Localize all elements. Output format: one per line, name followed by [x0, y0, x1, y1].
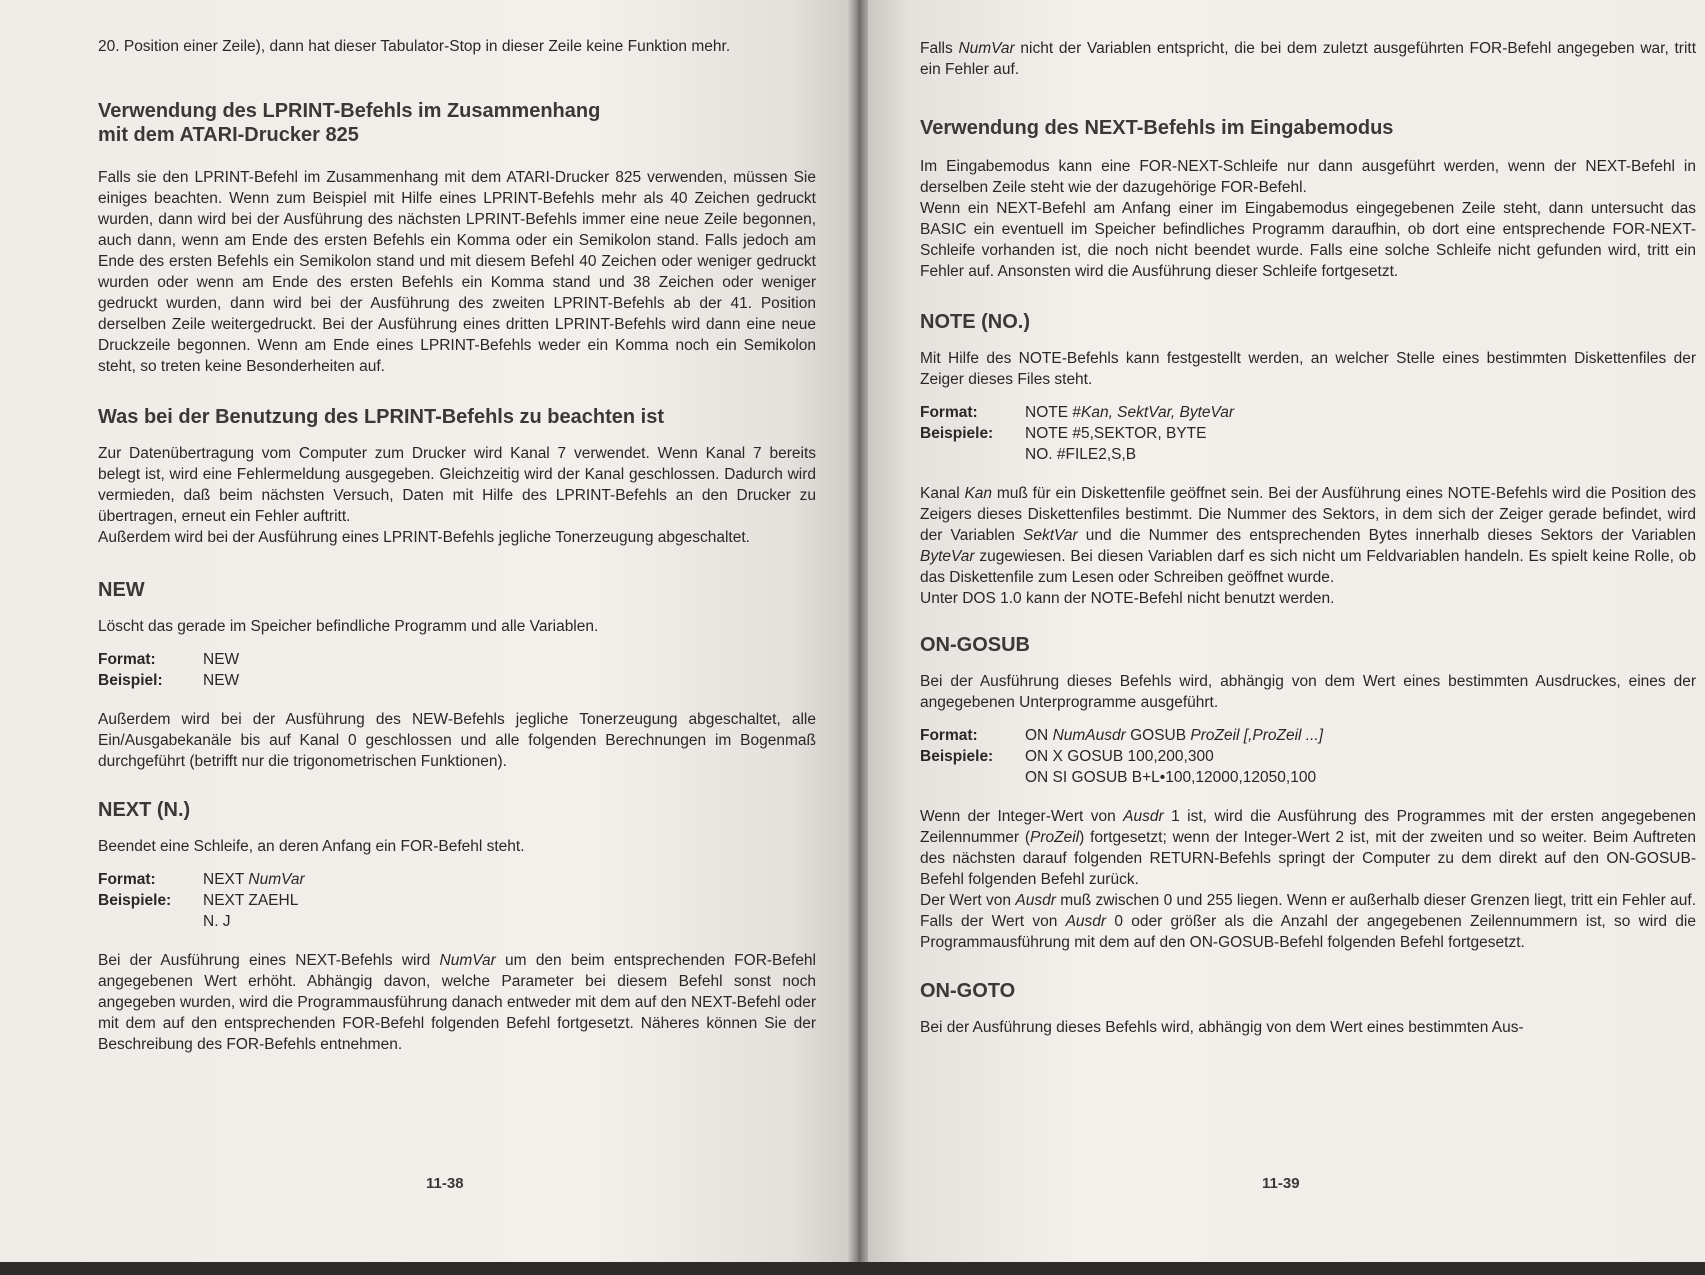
- section-title-next-input-mode: Verwendung des NEXT-Befehls im Eingabemodus: [920, 117, 1394, 139]
- next-format-cmd: NEXT: [203, 871, 249, 888]
- note-example-1: NOTE #5,SEKTOR, BYTE: [1025, 425, 1207, 442]
- section-title-lprint-notes: Was bei der Benutzung des LPRINT-Befehls zu beachten ist: [98, 406, 665, 428]
- new-description: Löscht das gerade im Speicher befindliche Programm und alle Variablen.: [98, 618, 599, 635]
- note-body-kan: Kan: [964, 485, 993, 502]
- section-title-new: NEW: [98, 579, 145, 601]
- next-example-2: N. J: [203, 913, 231, 930]
- section-body-lprint-825: Falls sie den LPRINT-Befehl im Zusammenhang mit dem ATARI-Drucker 825 verwenden, müssen Sie einiges beachten. Wenn zum Beispiel mit Hilfe eines LPRINT-Befehls mehr als 40 Zeichen gedruckt wurden, dann wird bei der Ausführung des nächsten LPRINT-Befehls immer eine neue Zeile begonnen, auch dann, wenn am Ende des ersten Befehls ein Komma oder ein Semikolon stand. Falls jedoch am Ende des ersten Befehls ein Semikolon stand und mit diesem Befehl 40 Zeichen oder weniger gedruckt wurden oder wenn am Ende des ersten Befehls ein Komma stand und 38 Zeichen oder weniger gedruckt wurden, dann wird bei der Ausführung des zweiten LPRINT-Befehls ab der 41. Position derselben Zeile weitergedruckt. Bei der Ausführung eines dritten LPRINT-Befehls wird dann eine neue Druckzeile begonnen. Wenn am Ende eines LPRINT-Befehls weder ein Komma noch ein Semikolon steht, so treten keine Besonderheiten auf.: [98, 169, 816, 375]
- section-title-lprint-825-line2: mit dem ATARI-Drucker 825: [98, 124, 359, 146]
- note-format-arg: Kan, SektVar, ByteVar: [1080, 404, 1235, 421]
- next-input-mode-body: Im Eingabemodus kann eine FOR-NEXT-Schleife nur dann ausgeführt werden, wenn der NEXT-Befehl in derselben Zeile steht wie der dazugehörige FOR-Befehl.: [920, 158, 1696, 196]
- on-gosub-body-b: [920, 890, 1696, 953]
- note-format-cmd: NOTE #: [1025, 404, 1081, 421]
- section-body-lprint-notes: Zur Datenübertragung vom Computer zum Drucker wird Kanal 7 verwendet. Wenn Kanal 7 bereits belegt ist, wird eine Fehlermeldung ausgegeben. Gleichzeitig wird der Kanal geschlossen. Dadurch wird vermieden, daß beim nächsten Versuch, Daten mit Hilfe des LPRINT-Befehls an den Drucker zu übertragen, erneut ein Fehler auftritt.: [98, 445, 816, 525]
- on-gosub-format-var: NumAusdr: [1052, 727, 1126, 744]
- on-gosub-format-arg: ProZeil [,ProZeil ...]: [1190, 727, 1324, 744]
- table-surface: [0, 1262, 1705, 1275]
- note-body-sektvar: SektVar: [1023, 527, 1078, 544]
- next-format-table: [98, 869, 816, 932]
- next-example-1: NEXT ZAEHL: [203, 892, 299, 909]
- next-body-part-b: um den beim entsprechenden FOR-Befehl angegebenen Wert erhöht. Abhängig davon, welche Parameter bei diesem Befehl sonst noch angegeben wurden, wird die Programmausführung danach entweder mit dem auf den NEXT-Befehl oder mit dem auf den entsprechenden FOR-Befehl folgenden Befehl fortgesetzt. Näheres können Sie der Beschreibung des FOR-Befehls entnehmen.: [98, 952, 816, 1053]
- new-example-value: NEW: [203, 672, 240, 689]
- on-gosub-body: [920, 806, 1696, 890]
- next-format-label: Format:: [98, 871, 156, 888]
- on-goto-description: Bei der Ausführung dieses Befehls wird, abhängig von dem Wert eines bestimmten Aus-: [920, 1019, 1524, 1036]
- note-example-label: Beispiele:: [920, 425, 994, 442]
- on-gosub-body-4var2: Ausdr: [1065, 913, 1107, 930]
- section-title-lprint-825-line1: Verwendung des LPRINT-Befehls im Zusammenhang: [98, 100, 601, 122]
- left-page: [0, 0, 850, 1262]
- new-format-label: Format:: [98, 651, 156, 668]
- on-gosub-body-3: ) fortgesetzt; wenn der Integer-Wert 2 ist, mit der zweiten und so weiter. Beim Auftreten des nächsten darauf folgenden RETURN-Befehls springt der Computer zu dem direkt auf den ON-GOSUB-Befehl folgenden Befehl zurück.: [920, 829, 1696, 888]
- on-gosub-format-b: GOSUB: [1125, 727, 1191, 744]
- on-gosub-body-4a: Der Wert von: [920, 892, 1016, 909]
- right-intro: [920, 38, 1696, 80]
- note-body-bytevar: ByteVar: [920, 548, 975, 565]
- new-body: Außerdem wird bei der Ausführung des NEW-Befehls jegliche Tonerzeugung abgeschaltet, alle Ein/Ausgabekanäle bis auf Kanal 0 geschlossen und alle folgenden Berechnungen im Bogenmaß durchgeführt (betrifft nur die trigonometrischen Funktionen).: [98, 711, 816, 770]
- on-gosub-format-a: ON: [1025, 727, 1053, 744]
- on-gosub-format-table: [920, 725, 1696, 788]
- section-body-lprint-notes-2: Außerdem wird bei der Ausführung eines LPRINT-Befehls jegliche Tonerzeugung abgeschaltet.: [98, 529, 750, 546]
- note-format-value: [1025, 402, 1696, 423]
- left-page-number: 11-38: [426, 1175, 464, 1192]
- next-format-arg: NumVar: [248, 871, 305, 888]
- note-body-2: muß für ein Diskettenfile geöffnet sein. Bei der Ausführung eines NOTE-Befehls wird die Position des Zeigers dieses Diskettenfiles bestimmt. Die Nummer des Sektors, in dem sich der Zeiger gerade befindet, wird der Variablen: [920, 485, 1696, 544]
- next-body-part-a: Bei der Ausführung eines NEXT-Befehls wird: [98, 952, 440, 969]
- next-description: Beendet eine Schleife, an deren Anfang ein FOR-Befehl steht.: [98, 838, 525, 855]
- note-body-1: Kanal: [920, 485, 965, 502]
- new-format-value: NEW: [203, 651, 240, 668]
- note-format-table: [920, 402, 1696, 465]
- book-gutter: [846, 0, 870, 1262]
- right-page: [868, 0, 1705, 1262]
- right-column: [920, 38, 1696, 1038]
- right-intro-b: nicht der Variablen entspricht, die bei dem zuletzt ausgeführten FOR-Befehl angegeben war, tritt ein Fehler auf.: [920, 40, 1696, 78]
- on-gosub-example-1: ON X GOSUB 100,200,300: [1025, 748, 1214, 765]
- note-body-dos: Unter DOS 1.0 kann der NOTE-Befehl nicht benutzt werden.: [920, 590, 1335, 607]
- next-format-value: [203, 869, 816, 890]
- on-gosub-format-label: Format:: [920, 727, 978, 744]
- section-title-on-gosub: ON-GOSUB: [920, 634, 1030, 656]
- next-example-label: Beispiele:: [98, 892, 172, 909]
- on-gosub-body-2: 1 ist, wird die Ausführung des Programmes mit der ersten angegebenen Zeilennummer (: [920, 808, 1696, 846]
- note-body: [920, 483, 1696, 588]
- left-intro: 20. Position einer Zeile), dann hat dieser Tabulator-Stop in dieser Zeile keine Funktion mehr.: [98, 38, 731, 55]
- right-intro-a: Falls: [920, 40, 959, 57]
- next-body: [98, 950, 816, 1055]
- section-title-note: NOTE (NO.): [920, 311, 1030, 333]
- on-gosub-example-label: Beispiele:: [920, 748, 994, 765]
- on-gosub-body-4b: muß zwischen 0 und 255 liegen. Wenn er außerhalb dieser Grenzen liegt, tritt ein Fehler auf. Falls der Wert von: [920, 892, 1696, 930]
- on-gosub-body-ausdr: Ausdr: [1123, 808, 1164, 825]
- section-title-on-goto: ON-GOTO: [920, 980, 1016, 1002]
- on-gosub-body-4c: 0 oder größer als die Anzahl der angegebenen Zeilennummern ist, so wird die Programmausführung mit dem auf den ON-GOSUB-Befehl folgenden Befehl fortgesetzt.: [920, 913, 1696, 951]
- note-body-4: zugewiesen. Bei diesen Variablen darf es sich nicht um Feldvariablen handeln. Es spielt keine Rolle, ob das Diskettenfile zum Lesen oder Schreiben geöffnet wurde.: [920, 548, 1696, 586]
- left-column: [98, 36, 816, 1055]
- on-gosub-body-4var: Ausdr: [1015, 892, 1056, 909]
- on-gosub-body-prozeil: ProZeil: [1030, 829, 1080, 846]
- next-body-var: NumVar: [439, 952, 496, 969]
- on-gosub-example-2: ON SI GOSUB B+L•100,12000,12050,100: [1025, 769, 1317, 786]
- note-example-2: NO. #FILE2,S,B: [1025, 446, 1137, 463]
- right-intro-var: NumVar: [958, 40, 1015, 57]
- next-input-mode-body-2: Wenn ein NEXT-Befehl am Anfang einer im Eingabemodus eingegebenen Zeile steht, dann untersucht das BASIC ein eventuell im Speicher befindliches Programm daraufhin, ob dort eine entsprechende FOR-NEXT-Schleife vorhanden ist, die noch nicht beendet wurde. Falls eine solche Schleife nicht gefunden wird, tritt ein Fehler auf. Ansonsten wird die Ausführung dieser Schleife fortgesetzt.: [920, 200, 1696, 280]
- note-body-3: und die Nummer des entsprechenden Bytes innerhalb dieses Sektors der Variablen: [1077, 527, 1696, 544]
- note-format-label: Format:: [920, 404, 978, 421]
- note-description: Mit Hilfe des NOTE-Befehls kann festgestellt werden, an welcher Stelle eines bestimmten Diskettenfiles der Zeiger dieses Files steht.: [920, 350, 1696, 388]
- right-page-number: 11-39: [1262, 1175, 1300, 1192]
- new-format-table: [98, 649, 816, 691]
- section-title-next: NEXT (N.): [98, 799, 191, 821]
- on-gosub-format-value: [1025, 725, 1696, 746]
- new-example-label: Beispiel:: [98, 672, 163, 689]
- on-gosub-description: Bei der Ausführung dieses Befehls wird, abhängig von dem Wert eines bestimmten Ausdruckes, eines der angegebenen Unterprogramme ausgeführt.: [920, 673, 1696, 711]
- on-gosub-body-1: Wenn der Integer-Wert von: [920, 808, 1124, 825]
